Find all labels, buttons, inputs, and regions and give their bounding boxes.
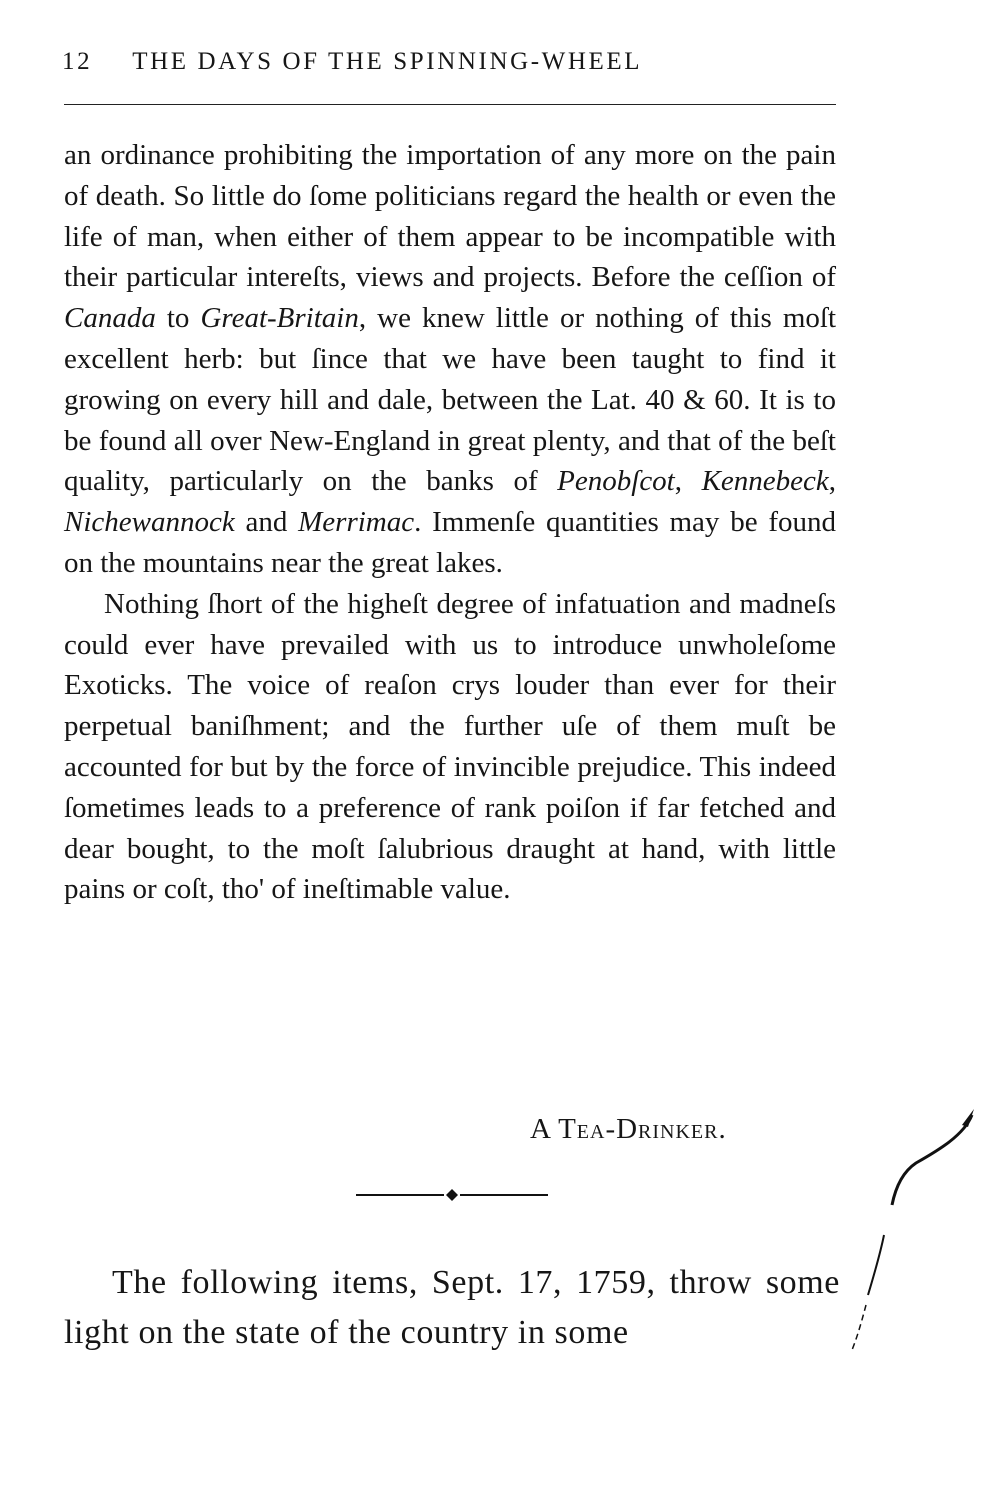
place-kennebeck: Kennebeck bbox=[701, 465, 829, 498]
paragraph-3: The following items, Sept. 17, 1759, throw some light on the state of the country in some bbox=[64, 1264, 840, 1351]
place-merrimac: Merrimac bbox=[298, 506, 415, 539]
signature: A Tea-Drinker. bbox=[530, 1113, 727, 1145]
running-title: THE DAYS OF THE SPINNING-WHEEL bbox=[132, 48, 643, 75]
section-divider-ornament bbox=[356, 1188, 548, 1202]
place-great-britain: Great-Britain bbox=[200, 302, 359, 335]
header-rule bbox=[64, 104, 836, 105]
paragraph-2: Nothing ſhort of the higheſt degree of infatuation and madneſs could ever have prevailed with us to introduce unwholeſome Exoticks. The voice of reaſon crys louder than ever for their perpetual baniſhment; and the further uſe of them muſt be accounted for but by the force of invincible prejudice. This indeed ſometimes leads to a preference of rank poiſon if far fetched and dear bought, to the moſt ſalubrious draught at hand, with little pains or coſt, tho' of ineſtimable value. bbox=[64, 587, 836, 906]
running-header bbox=[62, 48, 840, 76]
place-nichewannock: Nichewannock bbox=[64, 506, 235, 539]
margin-pen-mark bbox=[844, 1105, 984, 1355]
place-penobscot: Penobſcot bbox=[557, 465, 675, 498]
place-canada: Canada bbox=[64, 302, 156, 335]
paragraph-1: an ordinance prohibiting the importation of any more on the pain of death. So little do ſome politicians regard the health or even the life of man, when either of them appear to be incompatible with their particular intereſts, views and projects. Before the ceſſion of Canada to Great-Britain, we knew little or nothing of this moſt excellent herb: but ſince that we have been taught to find it growing on every hill and dale, between the Lat. 40 & 60. It is to be found all over New-England in great plenty, and that of the beſt quality, particularly on the banks of Penobſcot, Kennebeck, Nichewannock and Merrimac. Immenſe quantities may be found on the mountains near the great lakes. bbox=[64, 139, 837, 579]
page-number: 12 bbox=[62, 48, 93, 75]
main-text bbox=[64, 135, 836, 910]
